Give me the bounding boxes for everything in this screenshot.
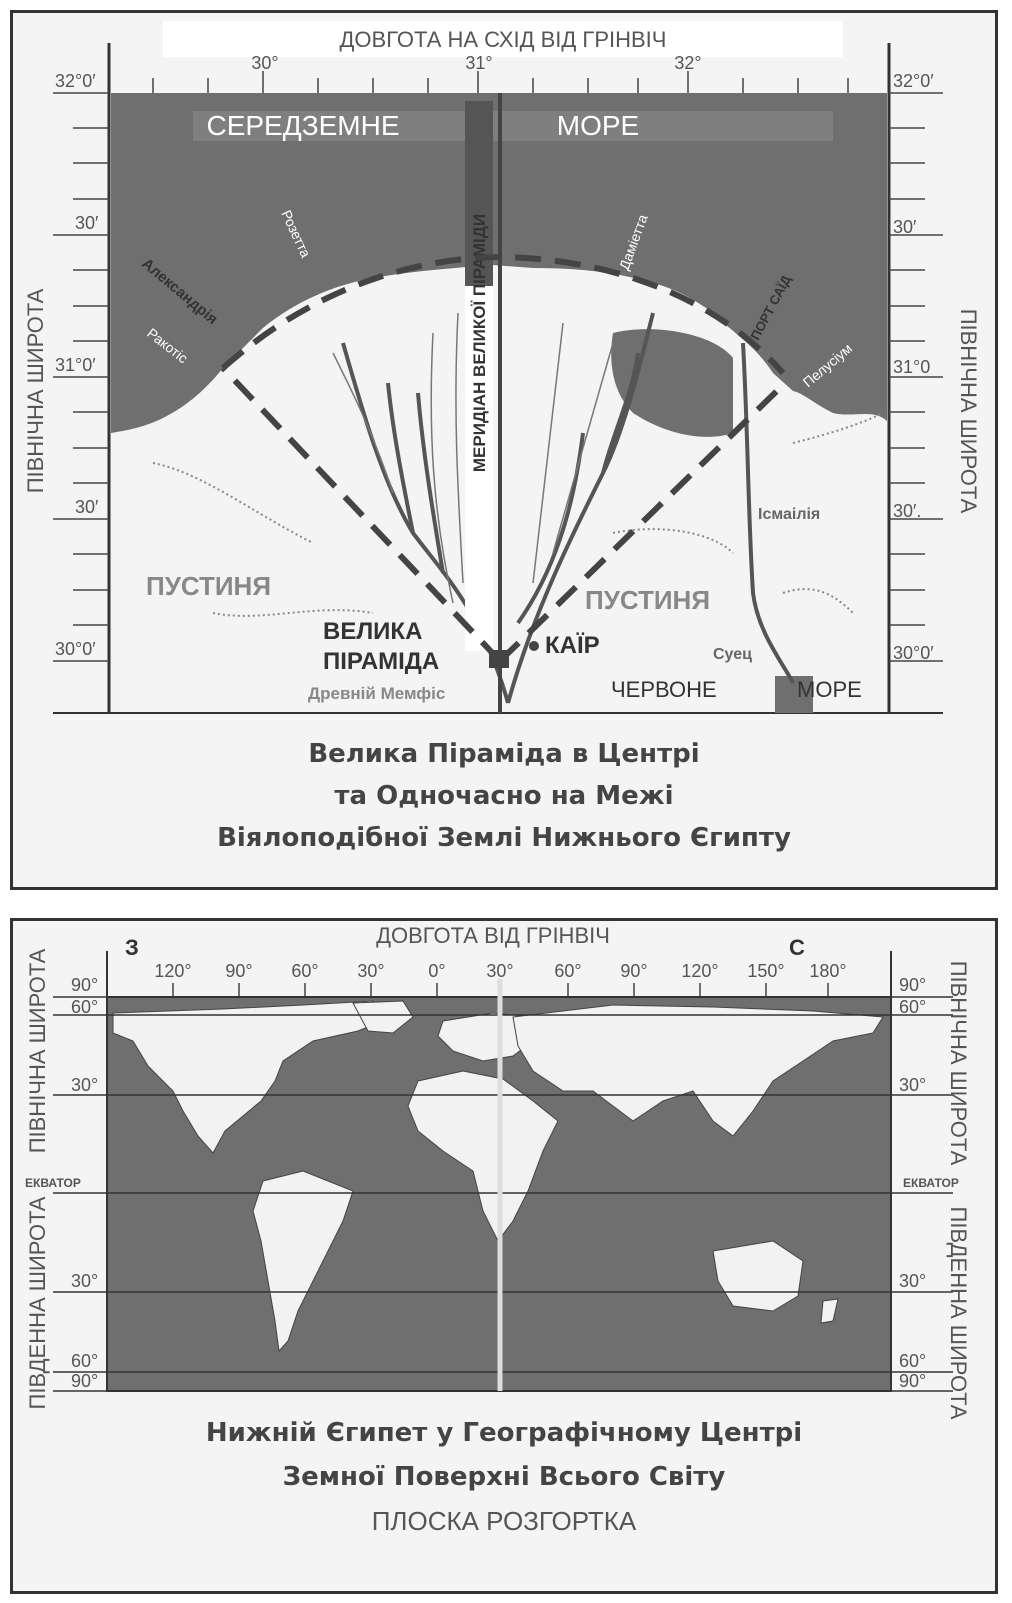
world-lon-label: 180° xyxy=(809,961,847,981)
lat-right-equator: ЕКВАТОР xyxy=(903,1176,959,1190)
label-desert-left: ПУСТИНЯ xyxy=(146,571,272,601)
lat-right-30: 30°0′ xyxy=(893,643,934,663)
lat-left: 90° xyxy=(71,975,99,995)
top-caption-line-3: Віялоподібної Землі Нижнього Єгипту xyxy=(217,823,791,853)
world-lon-label: 30° xyxy=(486,961,514,981)
world-lon-label: 120° xyxy=(154,961,192,981)
lat-left: 60° xyxy=(71,1351,99,1371)
meridian-label: МЕРИДІАН ВЕЛИКОЇ ПІРАМІДИ xyxy=(470,213,489,473)
fan-right-radius xyxy=(500,385,783,661)
great-pyramid-marker xyxy=(489,650,509,668)
label-desert-right: ПУСТИНЯ xyxy=(585,585,711,615)
label-pyramid-2: ПІРАМІДА xyxy=(323,648,440,675)
lat-right: 90° xyxy=(899,1371,927,1391)
lat-right: 30° xyxy=(899,1271,927,1291)
lat-left-equator: ЕКВАТОР xyxy=(25,1176,81,1190)
top-caption-line-2: та Одночасно на Межі xyxy=(334,781,674,811)
cairo-dot xyxy=(529,641,539,651)
bottom-axis-title: ДОВГОТА ВІД ГРІНВІЧ xyxy=(376,923,610,948)
world-lon-label: 60° xyxy=(554,961,582,981)
label-red-sea-1: ЧЕРВОНЕ xyxy=(611,677,717,702)
lat-left-31-30: 30′ xyxy=(75,213,99,233)
bottom-caption-line-2: Земної Поверхні Всього Світу xyxy=(282,1462,726,1492)
world-lon-label: 60° xyxy=(291,961,319,981)
lon-label-30: 30° xyxy=(251,53,279,73)
lat-left-31: 31°0′ xyxy=(55,355,96,375)
world-lon-label: 0° xyxy=(428,961,446,981)
lon-label-31: 31° xyxy=(465,53,493,73)
label-memphis: Древній Мемфіс xyxy=(308,684,446,703)
label-pyramid-1: ВЕЛИКА xyxy=(323,618,423,645)
bottom-caption xyxy=(13,1411,995,1543)
bottom-caption-line-1: Нижній Єгипет у Географічному Центрі xyxy=(205,1418,803,1448)
label-red-sea-2: МОРЕ xyxy=(797,677,862,702)
lat-right: 60° xyxy=(899,1351,927,1371)
lat-left: 90° xyxy=(71,1371,99,1391)
lat-left-32: 32°0′ xyxy=(55,71,96,91)
lake-manzala xyxy=(611,329,733,437)
lat-left: 30° xyxy=(71,1075,99,1095)
top-caption xyxy=(13,733,995,859)
lat-right-30-30: 30′. xyxy=(893,501,922,521)
label-damietta: Даміетта xyxy=(615,212,651,273)
label-ismailia: Ісмаілія xyxy=(758,506,821,523)
lat-right-32: 32°0′ xyxy=(893,71,934,91)
label-cairo: КАЇР xyxy=(545,632,600,659)
right-north-label: ПІВНІЧНА ШИРОТА xyxy=(946,960,971,1166)
label-alexandria: Александрія xyxy=(138,255,221,329)
west-marker: З xyxy=(125,935,139,960)
world-map-panel xyxy=(10,918,998,1594)
bottom-subcaption: ПЛОСКА РОЗГОРТКА xyxy=(371,1506,637,1536)
lat-left: 60° xyxy=(71,997,99,1017)
top-caption-line-1: Велика Піраміда в Центрі xyxy=(308,739,700,769)
label-suez: Суец xyxy=(713,646,752,663)
lat-right: 60° xyxy=(899,997,927,1017)
left-north-label: ПІВНІЧНА ШИРОТА xyxy=(25,948,50,1154)
label-rakotis: Ракотіс xyxy=(144,324,192,367)
sea-right-label: МОРЕ xyxy=(556,110,640,141)
right-side-label: ПІВНІЧНА ШИРОТА xyxy=(956,308,981,514)
label-port-said: ПОРТ САЇД xyxy=(747,272,794,343)
lat-right: 90° xyxy=(899,975,927,995)
label-rosetta: Розетта xyxy=(278,207,315,260)
lon-label-32: 32° xyxy=(674,53,702,73)
east-marker: С xyxy=(789,935,805,960)
left-side-label: ПІВНІЧНА ШИРОТА xyxy=(23,288,48,494)
sea-left-label: СЕРЕДЗЕМНЕ xyxy=(206,110,400,141)
top-axis-title: ДОВГОТА НА СХІД ВІД ГРІНВІЧ xyxy=(339,27,667,52)
right-south-label: ПІВДЕННА ШИРОТА xyxy=(946,1206,971,1420)
delta-map-panel xyxy=(10,10,998,890)
lat-right-31: 31°0 xyxy=(893,357,931,377)
world-lon-label: 30° xyxy=(357,961,385,981)
world-lon-label: 90° xyxy=(620,961,648,981)
label-pelusium: Пелусіум xyxy=(799,340,856,391)
world-lon-label: 120° xyxy=(681,961,719,981)
lat-left: 30° xyxy=(71,1271,99,1291)
lat-right: 30° xyxy=(899,1075,927,1095)
lon-ticks xyxy=(153,71,848,93)
lat-left-30-30: 30′ xyxy=(75,497,99,517)
left-south-label: ПІВДЕННА ШИРОТА xyxy=(25,1196,50,1410)
world-lon-labels xyxy=(154,961,846,981)
world-lon-label: 90° xyxy=(225,961,253,981)
world-lon-label: 150° xyxy=(747,961,785,981)
lat-left-30: 30°0′ xyxy=(55,639,96,659)
lat-right-31-30: 30′ xyxy=(893,217,917,237)
